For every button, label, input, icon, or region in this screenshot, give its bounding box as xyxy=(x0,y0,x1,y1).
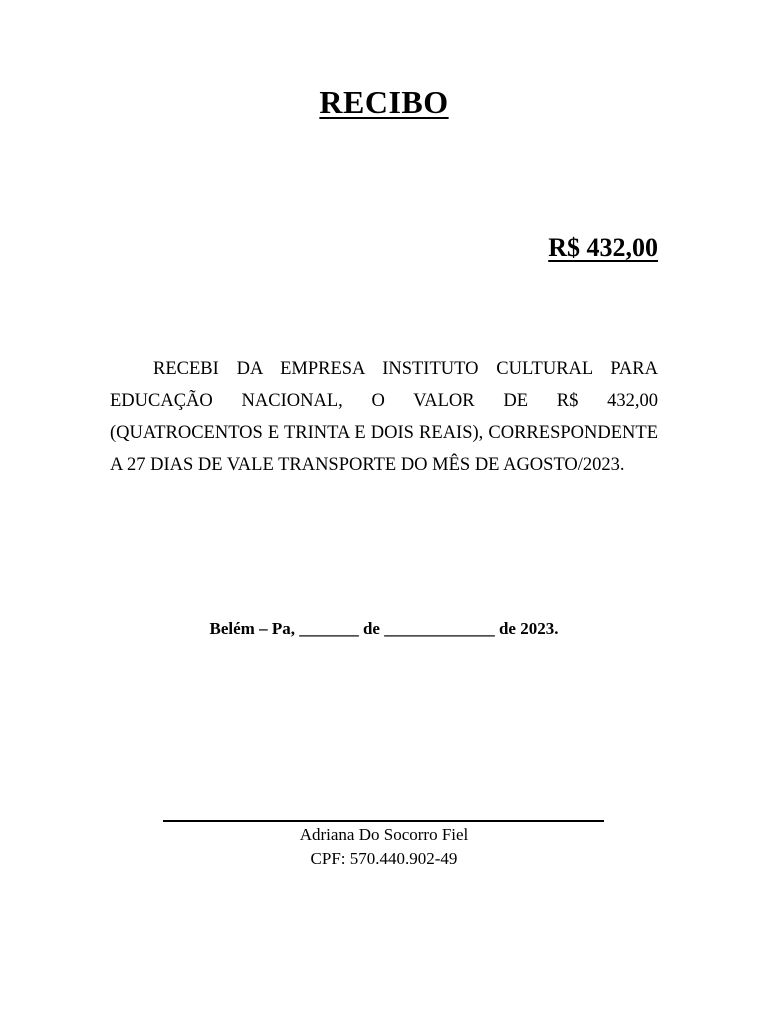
signer-name: Adriana Do Socorro Fiel xyxy=(299,825,469,844)
date-place-line: Belém – Pa, _______ de _____________ de 2023. xyxy=(209,619,559,638)
receipt-body: RECEBI DA EMPRESA INSTITUTO CULTURAL PARA EDUCAÇÃO NACIONAL, O VALOR DE R$ 432,00 (QUATROCENTOS E TRINTA E DOIS REAIS), CORRESPONDENTE A 27 DIAS DE VALE TRANSPORTE DO MÊS DE AGOSTO/2023. xyxy=(110,359,658,475)
receipt-amount: R$ 432,00 xyxy=(548,233,658,262)
receipt-title: RECIBO xyxy=(319,84,449,120)
signer-cpf: CPF: 570.440.902-49 xyxy=(310,849,458,868)
signature-line xyxy=(163,820,604,822)
